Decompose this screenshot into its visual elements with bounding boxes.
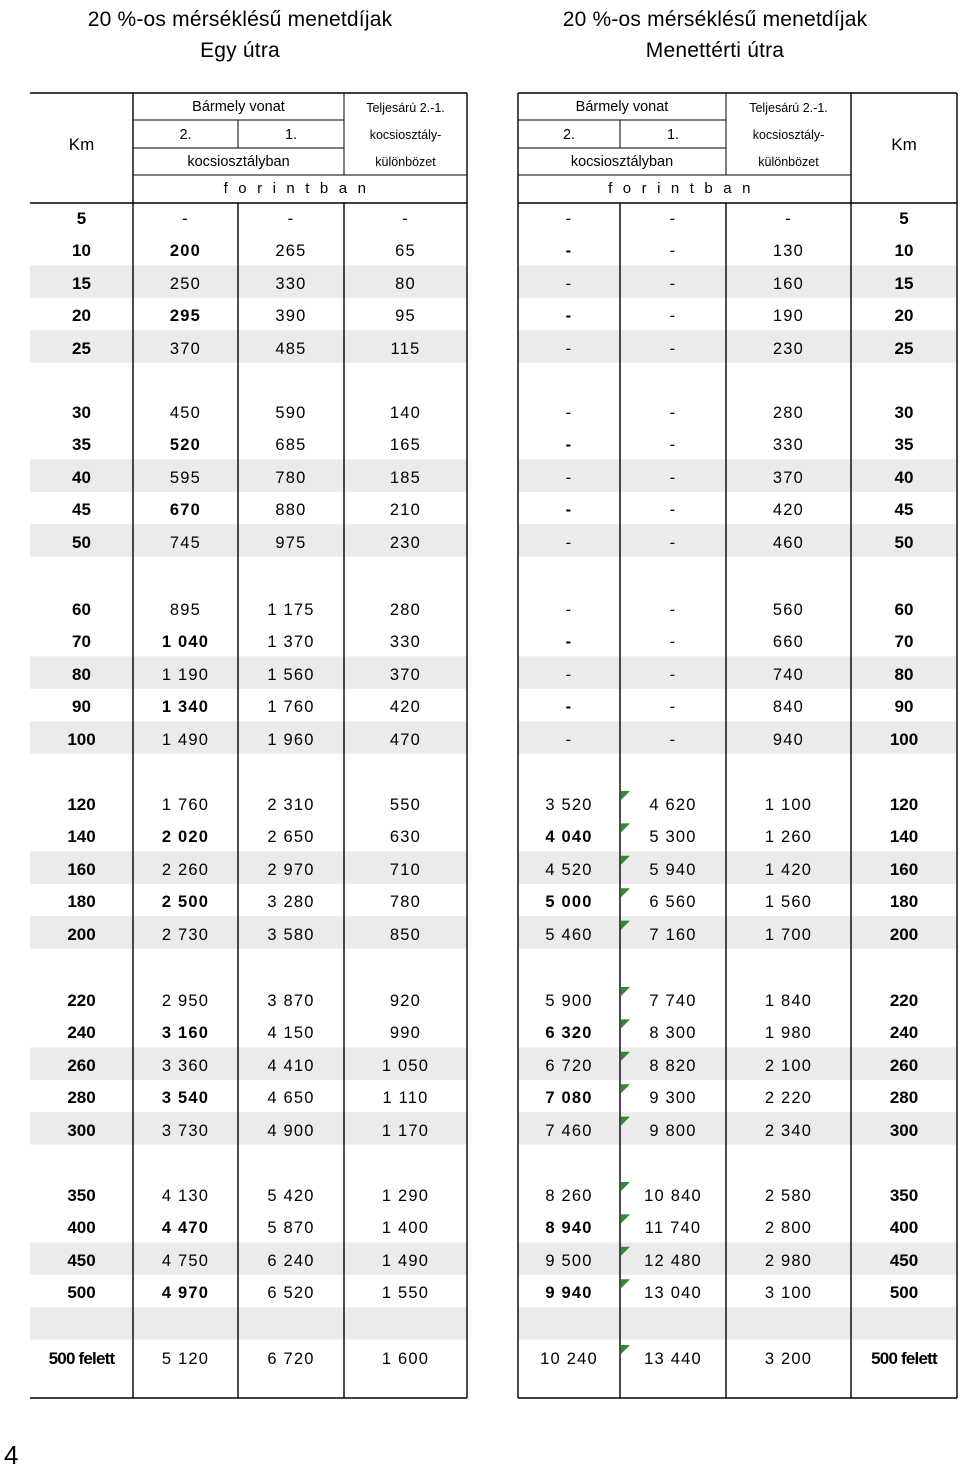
fare-cell-right: 3 100 <box>764 1284 813 1303</box>
fare-cell-left: 710 <box>389 860 422 879</box>
fare-cell-left: 4 650 <box>267 1089 315 1108</box>
fare-cell-right: 5 000 <box>545 893 593 912</box>
fare-cell-left: 370 <box>169 339 202 358</box>
fare-cell-left: 1 760 <box>161 796 210 814</box>
fare-cell-right: 740 <box>772 665 805 684</box>
km-cell-left: 450 <box>67 1250 96 1270</box>
fare-cell-left: 3 280 <box>267 893 315 912</box>
fare-cell-left: 3 160 <box>161 1024 210 1043</box>
fare-cell-right: 7 740 <box>649 992 697 1010</box>
fare-cell-right: 12 480 <box>644 1251 702 1270</box>
fare-cell-left: 1 290 <box>381 1187 430 1205</box>
fare-cell-right: 190 <box>772 307 805 326</box>
fare-cell-right: 10 840 <box>644 1187 702 1205</box>
fare-cell-left: 420 <box>389 698 422 717</box>
km-cell-left: 70 <box>72 632 91 652</box>
km-cell-left: 200 <box>67 924 96 944</box>
fare-cell-right: - <box>565 730 573 749</box>
fare-cell-left: 6 240 <box>267 1251 315 1270</box>
fare-cell-right: 10 240 <box>540 1350 598 1368</box>
fare-cell-right: 5 300 <box>649 828 697 847</box>
fare-cell-left: 880 <box>275 501 307 520</box>
fare-cell-left: 185 <box>389 468 422 487</box>
fare-cell-left: 6 520 <box>267 1284 315 1303</box>
fare-cell-left: 1 490 <box>381 1251 430 1270</box>
header-class-diff-2-right: különbözet <box>758 155 819 169</box>
fare-cell-right: - <box>565 501 573 520</box>
fare-cell-right: 4 620 <box>649 796 697 814</box>
fare-cell-right: 3 200 <box>764 1350 813 1368</box>
fare-cell-right: 940 <box>772 730 805 749</box>
fare-cell-right: - <box>565 404 573 422</box>
fare-cell-right: 660 <box>772 633 805 652</box>
fare-cell-right: 1 560 <box>764 893 813 912</box>
fare-cell-right: 230 <box>772 339 805 358</box>
fare-cell-right: 9 300 <box>649 1089 697 1108</box>
km-cell-left: 40 <box>72 467 91 487</box>
fare-cell-right: 7 080 <box>545 1089 593 1108</box>
fare-cell-left: 780 <box>275 468 307 487</box>
fare-cell-left: 2 970 <box>267 860 315 879</box>
fare-cell-left: 1 960 <box>267 730 315 749</box>
fare-cell-left: 230 <box>389 533 422 552</box>
km-cell-right: 10 <box>894 241 914 261</box>
fare-cell-right: 7 460 <box>545 1121 593 1140</box>
fare-cell-right: 1 260 <box>764 828 813 847</box>
km-cell-left: 35 <box>72 435 91 455</box>
header-forint-left: forintban <box>223 180 377 197</box>
km-cell-right: 160 <box>889 859 919 879</box>
km-cell-left: 160 <box>67 859 96 879</box>
km-cell-left: 30 <box>72 403 91 422</box>
fare-cell-right: 2 100 <box>764 1056 813 1075</box>
fare-cell-right: 2 340 <box>764 1121 813 1140</box>
fare-cell-right: 420 <box>772 501 805 520</box>
title-right-line2: Menettérti útra <box>645 39 785 62</box>
km-cell-left: 500 felett <box>48 1349 115 1368</box>
km-cell-left: 300 <box>67 1120 96 1140</box>
fare-cell-left: 210 <box>389 501 422 520</box>
fare-cell-right: 1 100 <box>764 796 813 814</box>
km-cell-right: 60 <box>894 600 914 619</box>
title-left-line1: 20 %-os mérséklésű menetdíjak <box>87 8 393 31</box>
fare-cell-right: 330 <box>772 436 805 455</box>
row-shading-left <box>30 1307 467 1339</box>
fare-cell-right: 1 420 <box>764 860 813 879</box>
fare-cell-left: 5 870 <box>267 1219 315 1238</box>
fare-cell-right: 7 160 <box>649 925 697 944</box>
km-cell-left: 25 <box>72 338 91 358</box>
fare-cell-left: 200 <box>169 242 202 261</box>
fare-cell-left: 250 <box>169 274 202 293</box>
header-km-left: Km <box>68 135 95 154</box>
km-cell-right: 200 <box>889 924 919 944</box>
header-any-train-left: Bármely vonat <box>192 99 285 115</box>
fare-cell-right: 3 520 <box>545 796 593 814</box>
fare-cell-right: 5 460 <box>545 925 593 944</box>
fare-cell-left: 450 <box>169 404 202 422</box>
fare-cell-left: 265 <box>275 242 307 261</box>
km-cell-left: 180 <box>67 892 96 912</box>
km-cell-left: 140 <box>67 827 96 847</box>
header-full-fare-left: Teljesárú 2.-1. <box>366 101 445 115</box>
fare-cell-right: 4 520 <box>545 860 593 879</box>
fare-cell-left: 4 470 <box>161 1219 210 1238</box>
km-cell-left: 50 <box>72 532 91 552</box>
fare-cell-left: 165 <box>389 436 422 455</box>
fare-cell-left: 1 550 <box>381 1284 430 1303</box>
fare-cell-right: - <box>565 210 573 228</box>
page-number: 4 <box>4 1440 19 1470</box>
km-cell-right: 90 <box>894 697 914 717</box>
header-class-diff-1-right: kocsiosztály- <box>752 128 825 142</box>
km-cell-right: 20 <box>894 306 914 326</box>
header-class2-right: 2. <box>562 127 576 143</box>
fare-cell-left: 3 580 <box>267 925 315 944</box>
fare-cell-left: 2 020 <box>161 828 210 847</box>
fare-cell-right: 5 900 <box>545 992 593 1010</box>
fare-cell-left: 65 <box>395 242 416 261</box>
fare-cell-right: 9 500 <box>545 1251 593 1270</box>
fare-cell-left: 975 <box>275 533 307 552</box>
row-shading-right <box>518 1307 957 1339</box>
fare-cell-left: 780 <box>389 893 422 912</box>
fare-cell-left: 280 <box>389 601 422 619</box>
fare-cell-right: - <box>669 339 677 358</box>
fare-cell-right: - <box>669 533 677 552</box>
fare-cell-left: 670 <box>169 501 202 520</box>
header-class1-right: 1. <box>666 127 680 143</box>
fare-cell-right: 2 800 <box>764 1219 813 1238</box>
km-cell-right: 5 <box>899 209 909 228</box>
fare-cell-left: 3 870 <box>267 992 315 1010</box>
fare-cell-right: 11 740 <box>644 1219 702 1238</box>
km-cell-right: 500 <box>889 1283 919 1303</box>
fare-cell-right: 4 040 <box>545 828 593 847</box>
fare-cell-right: - <box>565 242 573 261</box>
fare-cell-right: 13 040 <box>644 1284 702 1303</box>
km-cell-left: 100 <box>67 729 96 749</box>
km-cell-left: 90 <box>72 697 91 717</box>
header-full-fare-right: Teljesárú 2.-1. <box>749 101 828 115</box>
fare-cell-right: - <box>669 698 677 717</box>
fare-cell-left: 2 730 <box>161 925 210 944</box>
fare-cell-right: 840 <box>772 698 805 717</box>
fare-cell-left: 1 760 <box>267 698 315 717</box>
fare-cell-right: - <box>565 307 573 326</box>
fare-cell-left: 115 <box>390 339 421 358</box>
fare-cell-right: 1 700 <box>764 925 813 944</box>
fare-cell-left: - <box>402 210 409 228</box>
km-cell-right: 140 <box>889 827 919 847</box>
fare-cell-right: - <box>565 436 573 455</box>
fare-cell-right: 8 260 <box>545 1187 593 1205</box>
km-cell-left: 280 <box>67 1088 96 1108</box>
km-cell-left: 500 <box>67 1283 96 1303</box>
fare-cell-left: 2 650 <box>267 828 315 847</box>
km-cell-right: 100 <box>889 729 919 749</box>
fare-cell-left: 4 410 <box>267 1056 315 1075</box>
fare-cell-left: 1 175 <box>267 601 315 619</box>
fare-cell-right: - <box>565 339 573 358</box>
fare-cell-right: - <box>669 307 677 326</box>
fare-cell-left: 990 <box>389 1024 422 1043</box>
fare-cell-right: 280 <box>772 404 805 422</box>
header-class-diff-1-left: kocsiosztály- <box>369 128 442 142</box>
km-cell-right: 15 <box>894 273 914 293</box>
fare-cell-left: 5 420 <box>267 1187 315 1205</box>
km-cell-left: 260 <box>67 1055 96 1075</box>
header-class2-left: 2. <box>179 127 192 143</box>
header-in-class-left: kocsiosztályban <box>187 154 290 170</box>
km-cell-right: 450 <box>889 1250 919 1270</box>
fare-cell-right: - <box>669 242 677 261</box>
km-cell-left: 60 <box>72 600 91 619</box>
header-any-train-right: Bármely vonat <box>575 99 669 115</box>
km-cell-right: 240 <box>889 1023 919 1043</box>
km-cell-left: 400 <box>67 1218 96 1238</box>
fare-cell-right: 6 560 <box>649 893 697 912</box>
fare-cell-right: - <box>565 633 573 652</box>
fare-cell-left: 95 <box>395 307 416 326</box>
km-cell-left: 120 <box>67 795 96 814</box>
fare-cell-left: 1 600 <box>381 1350 430 1368</box>
fare-cell-right: 8 820 <box>649 1056 697 1075</box>
fare-cell-left: 330 <box>389 633 422 652</box>
fare-cell-left: 4 970 <box>161 1284 210 1303</box>
km-cell-right: 180 <box>889 892 919 912</box>
fare-cell-left: 1 340 <box>161 698 210 717</box>
fare-cell-left: 920 <box>389 992 422 1010</box>
fare-cell-left: 3 540 <box>161 1089 210 1108</box>
fare-cell-right: - <box>565 698 573 717</box>
km-cell-right: 70 <box>894 632 914 652</box>
fare-cell-left: 1 170 <box>381 1121 430 1140</box>
km-cell-right: 280 <box>889 1088 919 1108</box>
fare-cell-left: 4 150 <box>267 1024 315 1043</box>
header-class-diff-2-left: különbözet <box>375 155 436 169</box>
fare-cell-right: 560 <box>772 601 805 619</box>
fare-cell-left: 140 <box>389 404 422 422</box>
fare-cell-right: - <box>669 730 677 749</box>
fare-cell-right: 2 220 <box>764 1089 813 1108</box>
fare-cell-left: 1 190 <box>161 665 210 684</box>
fare-cell-left: 1 110 <box>382 1089 429 1108</box>
fare-cell-right: - <box>669 210 677 228</box>
fare-cell-left: 2 260 <box>161 860 210 879</box>
km-cell-right: 30 <box>894 403 914 422</box>
fare-cell-left: 3 360 <box>161 1056 210 1075</box>
km-cell-right: 80 <box>894 664 914 684</box>
km-cell-right: 220 <box>889 991 919 1010</box>
km-cell-left: 5 <box>76 209 87 228</box>
fare-cell-left: 4 750 <box>161 1251 210 1270</box>
km-cell-left: 20 <box>72 306 91 326</box>
fare-cell-right: 13 440 <box>644 1350 702 1368</box>
fare-cell-right: - <box>669 468 677 487</box>
fare-cell-right: 8 940 <box>545 1219 593 1238</box>
fare-cell-left: 590 <box>275 404 307 422</box>
fare-cell-right: - <box>669 665 677 684</box>
fare-cell-left: 895 <box>169 601 202 619</box>
fare-cell-right: 370 <box>772 468 805 487</box>
km-cell-left: 220 <box>67 991 96 1010</box>
fare-cell-right: - <box>669 601 677 619</box>
fare-cell-left: 390 <box>275 307 307 326</box>
fare-cell-right: 9 800 <box>649 1121 697 1140</box>
fare-cell-left: 6 720 <box>267 1350 315 1368</box>
fare-cell-right: 160 <box>772 274 805 293</box>
fare-cell-right: 8 300 <box>649 1024 697 1043</box>
fare-cell-left: 1 400 <box>381 1219 430 1238</box>
fare-cell-right: - <box>785 210 792 228</box>
km-cell-right: 35 <box>894 435 914 455</box>
km-cell-right: 120 <box>889 795 919 814</box>
km-cell-right: 50 <box>894 532 914 552</box>
fare-cell-right: - <box>565 665 573 684</box>
fare-cell-left: 5 120 <box>161 1350 210 1368</box>
fare-cell-right: 1 980 <box>764 1024 813 1043</box>
km-cell-left: 80 <box>72 664 91 684</box>
fare-cell-left: 330 <box>275 274 307 293</box>
header-class1-left: 1. <box>284 127 298 143</box>
fare-cell-left: 3 730 <box>161 1121 210 1140</box>
fare-cell-left: 295 <box>169 307 202 326</box>
fare-cell-left: 80 <box>395 274 416 293</box>
header-forint-right: forintban <box>608 180 761 197</box>
fare-cell-right: - <box>565 468 573 487</box>
fare-cell-left: 1 050 <box>381 1056 430 1075</box>
fare-cell-right: - <box>669 404 677 422</box>
fare-cell-left: 485 <box>275 339 307 358</box>
km-cell-right: 45 <box>894 500 914 520</box>
fare-cell-left: 745 <box>169 533 202 552</box>
fare-cell-right: 460 <box>772 533 805 552</box>
km-cell-left: 240 <box>67 1023 96 1043</box>
fare-cell-left: - <box>287 210 295 228</box>
km-cell-right: 260 <box>889 1055 919 1075</box>
fare-cell-right: 5 940 <box>649 860 697 879</box>
fare-cell-left: 470 <box>389 730 422 749</box>
fare-cell-left: 550 <box>389 796 422 814</box>
fare-cell-left: 630 <box>389 828 422 847</box>
fare-cell-left: - <box>182 210 189 228</box>
km-cell-left: 45 <box>72 500 91 520</box>
fare-cell-right: - <box>669 501 677 520</box>
fare-cell-right: 6 320 <box>545 1024 593 1043</box>
km-cell-right: 25 <box>894 338 914 358</box>
fare-cell-left: 1 040 <box>161 633 210 652</box>
fare-cell-left: 1 560 <box>267 665 315 684</box>
title-right-line1: 20 %-os mérséklésű menetdíjak <box>562 8 868 31</box>
fare-cell-right: 1 840 <box>764 992 813 1010</box>
fare-cell-left: 520 <box>169 436 202 455</box>
fare-cell-left: 685 <box>275 436 307 455</box>
km-cell-right: 350 <box>889 1186 919 1205</box>
fare-cell-right: - <box>669 274 677 293</box>
header-km-right: Km <box>891 135 917 154</box>
fare-cell-left: 595 <box>169 468 202 487</box>
fare-cell-right: 130 <box>772 242 805 261</box>
fare-cell-left: 2 500 <box>161 893 210 912</box>
fare-cell-right: - <box>565 601 573 619</box>
fare-cell-right: 6 720 <box>545 1056 593 1075</box>
fare-cell-right: 2 580 <box>764 1187 813 1205</box>
fare-cell-left: 4 900 <box>267 1121 315 1140</box>
fare-cell-right: - <box>565 533 573 552</box>
fare-cell-left: 1 490 <box>161 730 210 749</box>
fare-cell-left: 4 130 <box>161 1187 210 1205</box>
title-left-line2: Egy útra <box>200 39 280 62</box>
km-cell-left: 10 <box>72 241 91 261</box>
km-cell-right: 500 felett <box>871 1349 937 1368</box>
km-cell-right: 400 <box>889 1218 919 1238</box>
km-cell-right: 40 <box>894 467 914 487</box>
fare-cell-right: - <box>565 274 573 293</box>
fare-cell-right: - <box>669 436 677 455</box>
km-cell-left: 350 <box>67 1186 96 1205</box>
fare-cell-left: 2 950 <box>161 992 210 1010</box>
fare-cell-left: 850 <box>389 925 422 944</box>
fare-cell-left: 370 <box>389 665 422 684</box>
fare-cell-right: 9 940 <box>545 1284 593 1303</box>
fare-cell-left: 2 310 <box>267 796 315 814</box>
header-in-class-right: kocsiosztályban <box>570 154 674 170</box>
fare-cell-right: - <box>669 633 677 652</box>
km-cell-right: 300 <box>889 1120 919 1140</box>
km-cell-left: 15 <box>72 273 91 293</box>
fare-cell-left: 1 370 <box>267 633 315 652</box>
fare-cell-right: 2 980 <box>764 1251 813 1270</box>
